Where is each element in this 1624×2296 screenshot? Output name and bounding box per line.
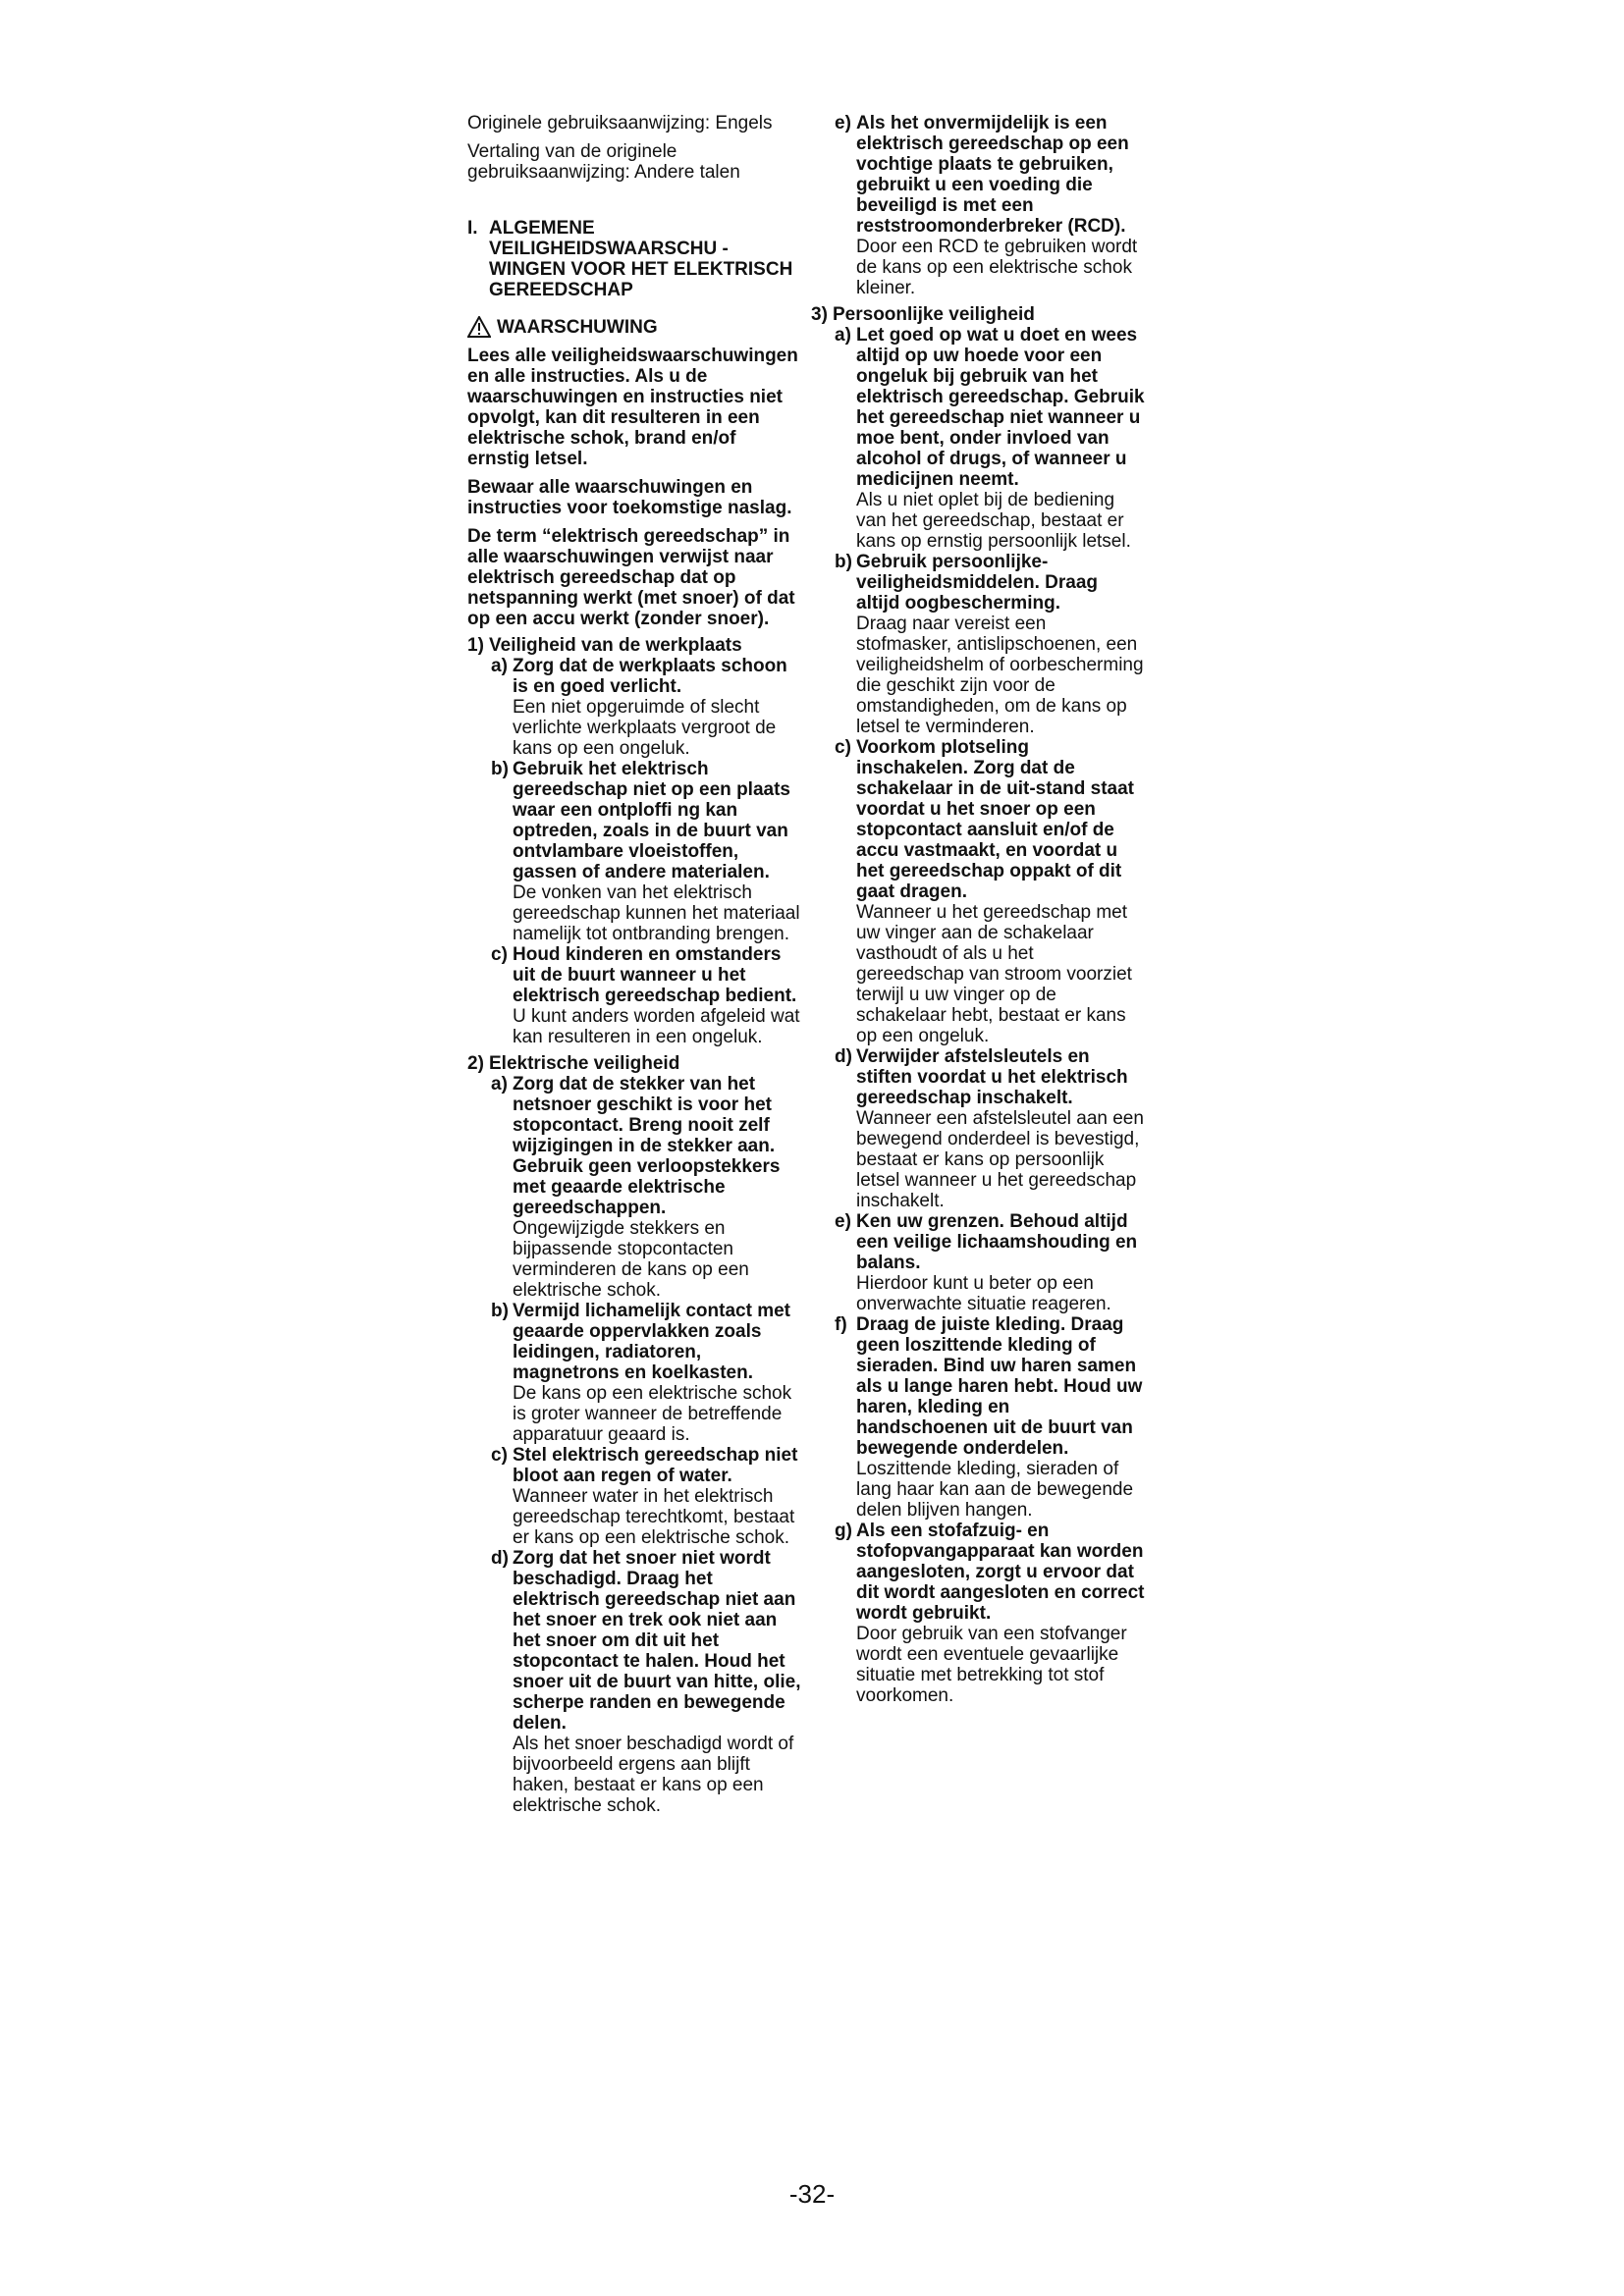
translation-note: Vertaling van de originele gebruiksaanwijzing: Andere talen	[467, 141, 740, 183]
list-item: a) Let goed op wat u doet en wees altijd op uw hoede voor een ongeluk bij gebruik van het elektrisch gereedschap. Gebruik het gereedschap niet wanneer u moe bent, onder invloed van alcohol of drugs, of wanneer u medicijnen neemt. Als u niet oplet bij de bediening van het gereedschap, bestaat er kans op ernstig persoonlijk letsel.	[835, 325, 1145, 552]
subsection-number: 1)	[467, 635, 484, 656]
list-item: d) Verwijder afstelsleutels en stiften voordat u het elektrisch gereedschap inschakelt. Wanneer een afstelsleutel aan een bewegend onderdeel is bevestigd, bestaat er kans op persoonlijk letsel wanneer u het gereedschap inschakelt.	[835, 1046, 1144, 1211]
section-heading	[467, 218, 801, 300]
list-item: e) Ken uw grenzen. Behoud altijd een veilige lichaamshouding en balans. Hierdoor kunt u beter op een onverwachte situatie reageren.	[835, 1211, 1138, 1314]
subsection-title: Persoonlijke veiligheid	[833, 304, 1035, 325]
list-item: b) Gebruik persoonlijke-veiligheidsmiddelen. Draag altijd oogbescherming. Draag naar vereist een stofmasker, antislipschoenen, een veiligheidshelm of oorbescherming die geschikt zijn voor de omstandigheden, om de kans op letsel te verminderen.	[835, 552, 1144, 737]
subsection-heading-1	[467, 635, 801, 656]
subsection-1-list	[491, 656, 801, 1047]
list-item: a) Zorg dat de werkplaats schoon is en goed verlicht. Een niet opgeruimde of slecht verlichte werkplaats vergroot de kans op een ongeluk.	[491, 656, 787, 759]
subsection-3-list	[835, 325, 1145, 1706]
warning-paragraph-3: De term “elektrisch gereedschap” in alle waarschuwingen verwijst naar elektrisch gereedschap dat op netspanning werkt (met snoer) of dat op een accu werkt (zonder snoer).	[467, 526, 795, 629]
subsection-2-continued	[835, 113, 1145, 298]
right-column	[811, 113, 1145, 1706]
subsection-title: Veiligheid van de werkplaats	[489, 635, 742, 656]
subsection-heading-2	[467, 1053, 801, 1074]
warning-heading	[467, 316, 801, 338]
list-item: d) Zorg dat het snoer niet wordt beschadigd. Draag het elektrisch gereedschap niet aan het snoer en trek ook niet aan het snoer om dit uit het stopcontact te halen. Houd het snoer uit de buurt van hitte, olie, scherpe randen en bewegende delen. Als het snoer beschadigd wordt of bijvoorbeeld ergens aan blijft haken, bestaat er kans op een elektrische schok.	[491, 1548, 801, 1816]
list-item: c) Stel elektrisch gereedschap niet bloot aan regen of water. Wanneer water in het elektrisch gereedschap terechtkomt, bestaat er kans op een elektrische schok.	[491, 1445, 798, 1548]
warning-paragraph-2: Bewaar alle waarschuwingen en instructies voor toekomstige naslag.	[467, 477, 792, 518]
subsection-2-list	[491, 1074, 801, 1816]
warning-label: WAARSCHUWING	[497, 316, 658, 338]
page-number: -32-	[788, 2179, 836, 2209]
section-number: I.	[467, 218, 478, 239]
left-column	[467, 113, 801, 1816]
original-language-note: Originele gebruiksaanwijzing: Engels	[467, 113, 773, 133]
list-item: g) Als een stofafzuig- en stofopvangapparaat kan worden aangesloten, zorgt u ervoor dat dit wordt aangesloten en correct wordt gebruikt. Door gebruik van een stofvanger wordt een eventuele gevaarlijke situatie met betrekking tot stof voorkomen.	[835, 1521, 1145, 1706]
list-item: f) Draag de juiste kleding. Draag geen loszittende kleding of sieraden. Bind uw haren samen als u lange haren hebt. Houd uw haren, kleding en handschoenen uit de buurt van bewegende onderdelen. Loszittende kleding, sieraden of lang haar kan aan de bewegende delen blijven hangen.	[835, 1314, 1143, 1521]
warning-paragraph-1: Lees alle veiligheidswaarschuwingen en alle instructies. Als u de waarschuwingen en instructies niet opvolgt, kan dit resulteren in een elektrische schok, brand en/of ernstig letsel.	[467, 346, 798, 469]
subsection-number: 2)	[467, 1053, 484, 1074]
list-item: b) Vermijd lichamelijk contact met geaarde oppervlakken zoals leidingen, radiatoren, magnetrons en koelkasten. De kans op een elektrische schok is groter wanneer de betreffende apparatuur geaard is.	[491, 1301, 792, 1445]
list-item: c) Houd kinderen en omstanders uit de buurt wanneer u het elektrisch gereedschap bedient. U kunt anders worden afgeleid wat kan resulteren in een ongeluk.	[491, 944, 800, 1047]
subsection-title: Elektrische veiligheid	[489, 1053, 680, 1074]
list-item: b) Gebruik het elektrisch gereedschap niet op een plaats waar een ontploffi ng kan optreden, zoals in de buurt van ontvlambare vloeistoffen, gassen of andere materialen. De vonken van het elektrisch gereedschap kunnen het materiaal namelijk tot ontbranding brengen.	[491, 759, 800, 944]
list-item: c) Voorkom plotseling inschakelen. Zorg dat de schakelaar in de uit-stand staat voordat u het snoer op een stopcontact aansluit en/of de accu vastmaakt, en voordat u het gereedschap oppakt of dit gaat dragen. Wanneer u het gereedschap met uw vinger aan de schakelaar vasthoudt of als u het gereedschap van stroom voorziet terwijl u uw vinger op de schakelaar hebt, bestaat er kans op een ongeluk.	[835, 737, 1134, 1046]
warning-triangle-icon	[467, 316, 491, 338]
section-title: ALGEMENE VEILIGHEIDSWAARSCHU - WINGEN VOOR HET ELEKTRISCH GEREEDSCHAP	[489, 218, 793, 300]
subsection-number: 3)	[811, 304, 828, 325]
list-item: a) Zorg dat de stekker van het netsnoer geschikt is voor het stopcontact. Breng nooit zelf wijzigingen in de stekker aan. Gebruik geen verloopstekkers met geaarde elektrische gereedschappen. Ongewijzigde stekkers en bijpassende stopcontacten verminderen de kans op een elektrische schok.	[491, 1074, 781, 1301]
list-item: e) Als het onvermijdelijk is een elektrisch gereedschap op een vochtige plaats te gebruiken, gebruikt u een voeding die beveiligd is met een reststroomonderbreker (RCD). Door een RCD te gebruiken wordt de kans op een elektrische schok kleiner.	[835, 113, 1138, 298]
subsection-heading-3	[811, 304, 1145, 325]
